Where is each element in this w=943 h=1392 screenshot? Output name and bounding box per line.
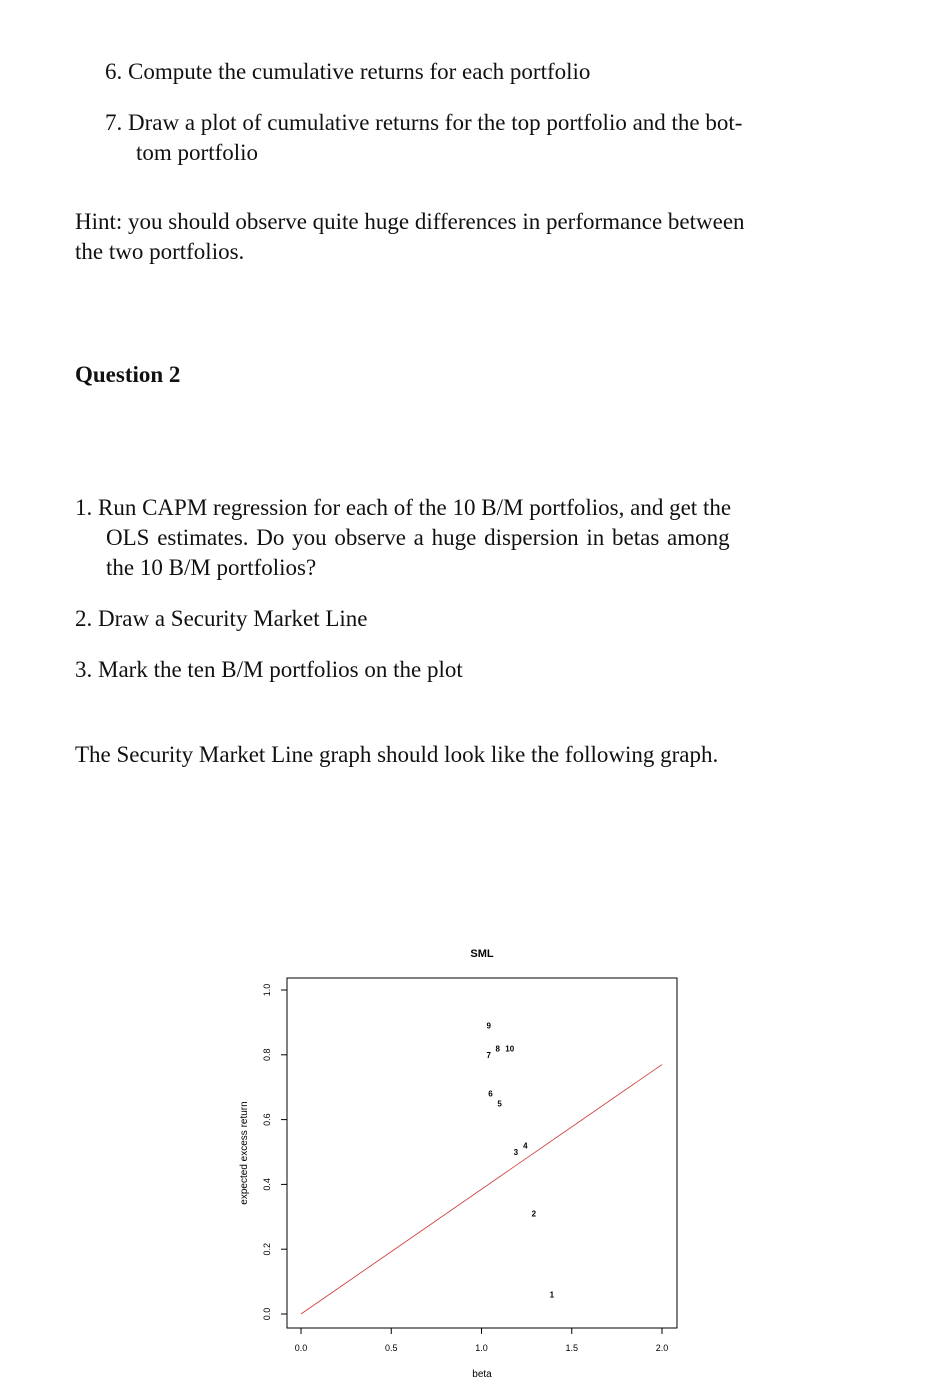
chart-title: SML bbox=[470, 948, 494, 960]
portfolio-point-6: 6 bbox=[488, 1089, 493, 1099]
y-tick-label: 0.4 bbox=[262, 1178, 272, 1191]
portfolio-point-3: 3 bbox=[513, 1148, 519, 1157]
y-tick-label: 0.2 bbox=[262, 1242, 272, 1256]
portfolio-point-7: 7 bbox=[486, 1050, 491, 1060]
x-tick-label: 0.5 bbox=[384, 1343, 398, 1353]
y-axis-label: expected excess return bbox=[239, 1101, 250, 1205]
list-item-number: 3. bbox=[75, 657, 93, 682]
q2-item-1-cont2: the 10 B/M portfolios? bbox=[106, 555, 317, 580]
x-tick-label: 0.0 bbox=[294, 1343, 308, 1353]
y-tick-label: 0.6 bbox=[262, 1113, 272, 1126]
portfolio-point-2: 2 bbox=[531, 1209, 537, 1219]
list-item-number: 2. bbox=[75, 606, 93, 631]
x-axis-label: beta bbox=[472, 1369, 492, 1380]
list-item-text: Mark the ten B/M portfolios on the plot bbox=[98, 657, 463, 682]
chart-marks bbox=[301, 1022, 662, 1314]
portfolio-point-1: 1 bbox=[549, 1290, 555, 1300]
hint-line2: the two portfolios. bbox=[75, 239, 245, 264]
x-tick-label: 1.0 bbox=[475, 1343, 488, 1353]
portfolio-point-9: 9 bbox=[486, 1021, 491, 1031]
list-item-text: Draw a plot of cumulative returns for the top portfolio and the bot- bbox=[128, 110, 743, 135]
portfolio-point-8: 8 bbox=[495, 1044, 500, 1054]
hint-line1: Hint: you should observe quite huge differences in performance between bbox=[75, 209, 745, 234]
portfolio-point-5: 5 bbox=[497, 1099, 502, 1109]
portfolio-point-10: 10 bbox=[505, 1044, 515, 1054]
q2-item-1-cont: OLS estimates. Do you observe a huge dispersion in betas among bbox=[106, 525, 730, 550]
plot-frame bbox=[287, 978, 677, 1328]
list-item-number: 7. bbox=[105, 110, 123, 135]
axis-ticks bbox=[262, 984, 668, 1353]
list-item-7-cont: tom portfolio bbox=[136, 140, 259, 165]
list-item-text: Draw a Security Market Line bbox=[98, 606, 368, 631]
closing-text: The Security Market Line graph should look like the following graph. bbox=[75, 742, 719, 767]
sml-line bbox=[301, 1065, 662, 1314]
list-item-text: Compute the cumulative returns for each portfolio bbox=[128, 59, 591, 84]
y-tick-label: 0.8 bbox=[262, 1048, 272, 1062]
list-item-number: 1. bbox=[75, 495, 93, 520]
portfolio-point-4: 4 bbox=[523, 1141, 528, 1151]
y-tick-label: 1.0 bbox=[262, 983, 272, 997]
y-tick-label: 0.0 bbox=[262, 1307, 272, 1321]
list-item-text: Run CAPM regression for each of the 10 B/M portfolios, and get the bbox=[98, 495, 732, 520]
question-heading: Question 2 bbox=[75, 362, 181, 387]
list-item-number: 6. bbox=[105, 59, 123, 84]
x-tick-label: 2.0 bbox=[655, 1343, 669, 1353]
x-tick-label: 1.5 bbox=[565, 1343, 579, 1353]
